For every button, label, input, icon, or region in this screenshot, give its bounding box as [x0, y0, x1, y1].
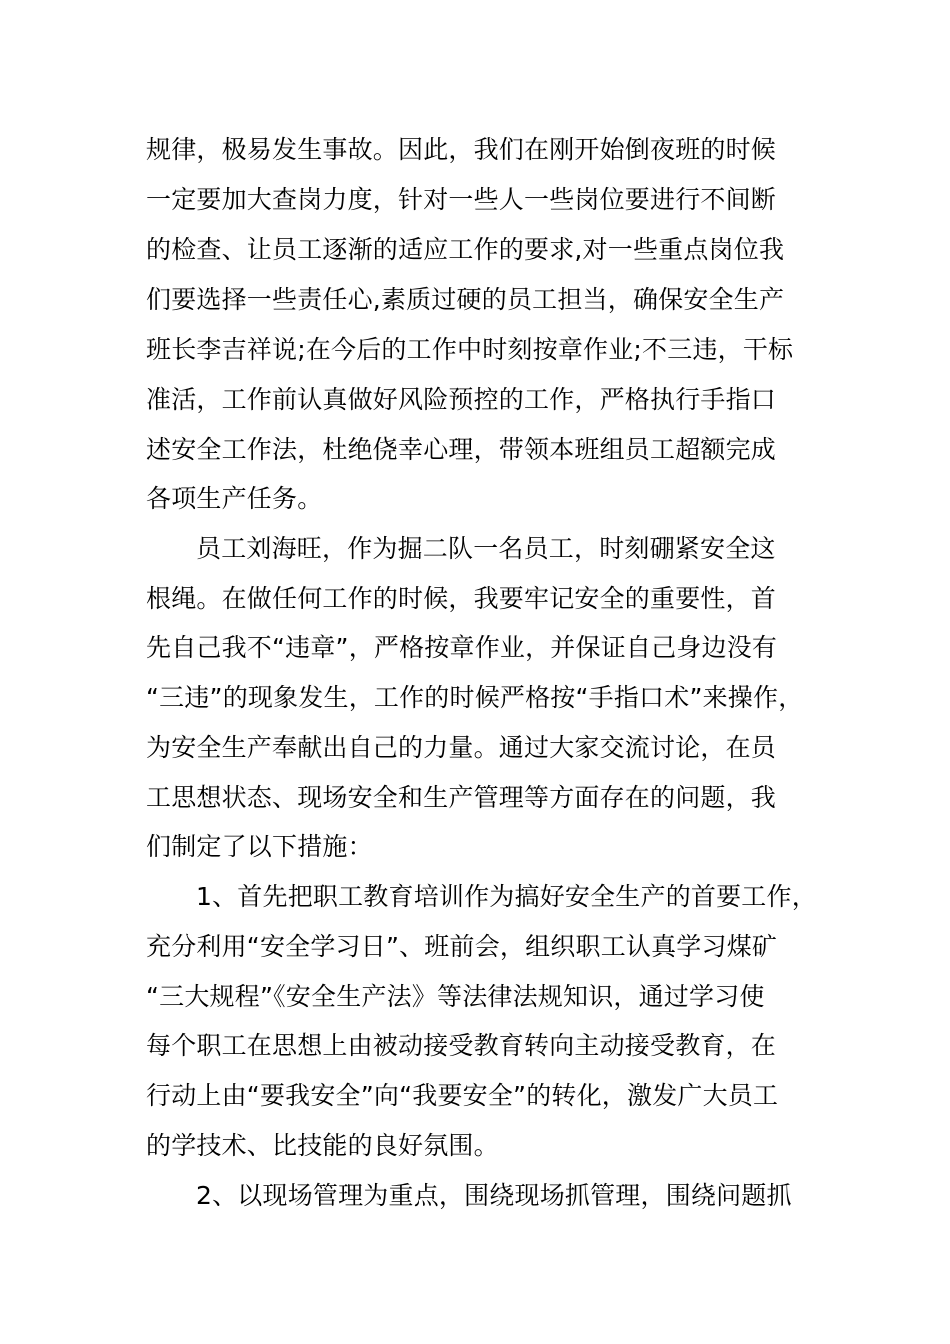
text-line: 各项生产任务。 [146, 484, 323, 513]
text-line: “三违”的现象发生，工作的时候严格按“手指口术”来操作， [146, 683, 804, 712]
text-line: 们要选择一些责任心,素质过硬的员工担当，确保安全生产 [146, 285, 785, 314]
text-line: 为安全生产奉献出自己的力量。通过大家交流讨论，在员 [146, 733, 777, 762]
paragraph-start-line: 员工刘海旺，作为掘二队一名员工，时刻硼紧安全这 [196, 534, 776, 563]
text-line: 的学技术、比技能的良好氛围。 [146, 1131, 499, 1160]
text-line: 准活，工作前认真做好风险预控的工作，严格执行手指口 [146, 385, 777, 414]
text-line: 规律，极易发生事故。因此，我们在刚开始倒夜班的时候 [146, 135, 777, 164]
text-line: 们制定了以下措施： [146, 832, 373, 861]
text-line: 先自己我不“违章”，严格按章作业，并保证自己身边没有 [146, 633, 778, 662]
text-line: 行动上由“要我安全”向“我要安全”的转化，激发广大员工 [146, 1081, 779, 1110]
paragraph-start-line: 2、以现场管理为重点，围绕现场抓管理，围绕问题抓 [196, 1181, 792, 1210]
text-line: 每个职工在思想上由被动接受教育转向主动接受教育，在 [146, 1031, 777, 1060]
text-line: 述安全工作法，杜绝侥幸心理，带领本班组员工超额完成 [146, 435, 777, 464]
text-line: 的检查、让员工逐渐的适应工作的要求,对一些重点岗位我 [146, 235, 785, 264]
paragraph-start-line: 1、首先把职工教育培训作为搞好安全生产的首要工作， [196, 882, 817, 911]
text-line: 班长李吉祥说;在今后的工作中时刻按章作业;不三违，干标 [146, 335, 794, 364]
text-line: 根绳。在做任何工作的时候，我要牢记安全的重要性，首 [146, 584, 777, 613]
text-line: “三大规程”《安全生产法》等法律法规知识，通过学习使 [146, 982, 765, 1011]
text-line: 工思想状态、现场安全和生产管理等方面存在的问题，我 [146, 783, 777, 812]
text-line: 充分利用“安全学习日”、班前会，组织职工认真学习煤矿 [146, 932, 778, 961]
text-line: 一定要加大查岗力度，针对一些人一些岗位要进行不间断 [146, 185, 777, 214]
